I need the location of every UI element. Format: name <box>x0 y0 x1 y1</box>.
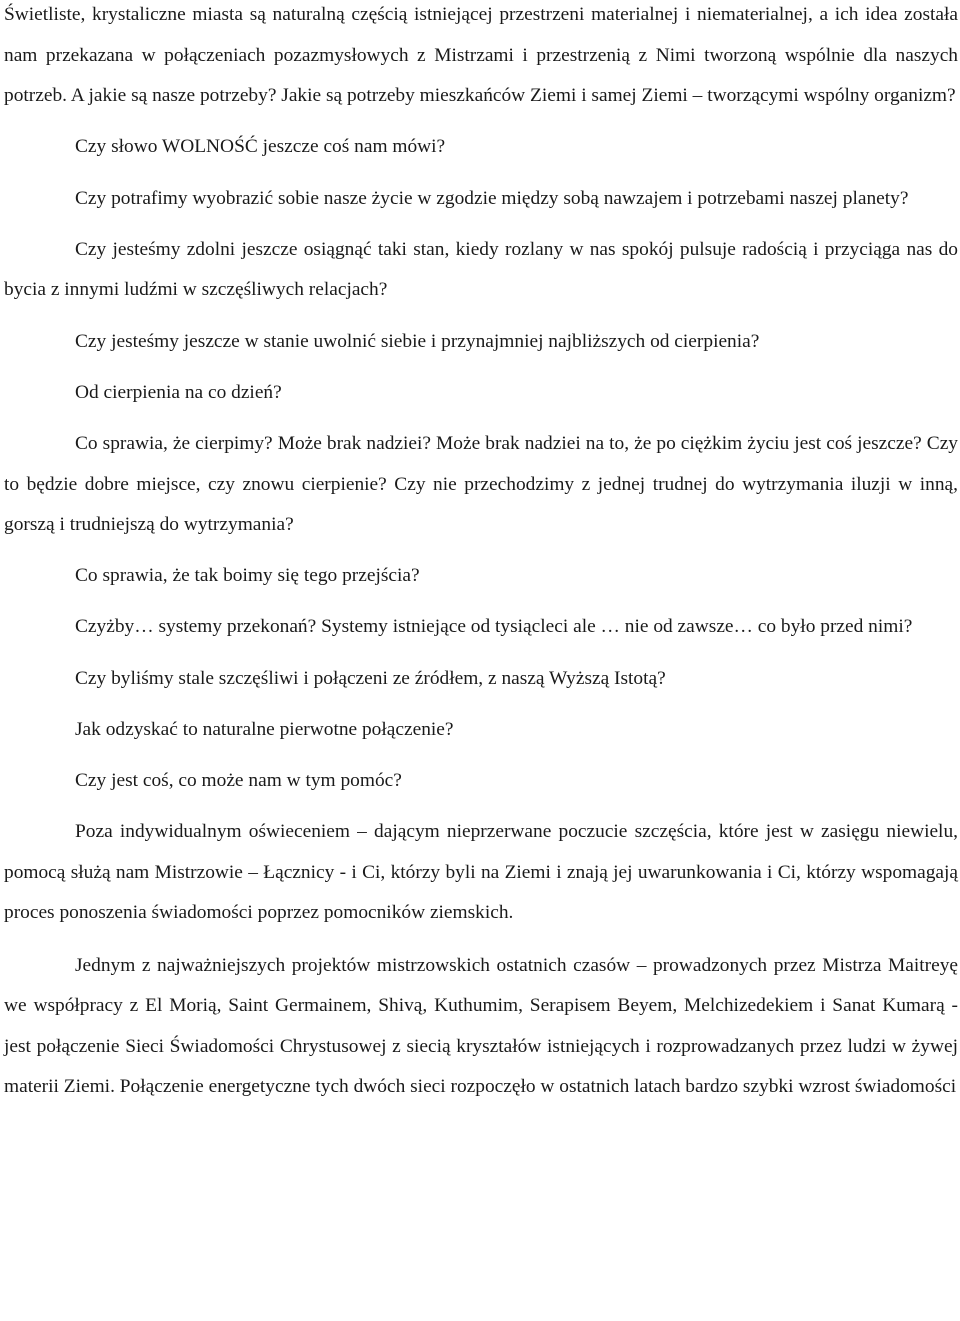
paragraph-help-question: Czy jest coś, co może nam w tym pomóc? <box>75 770 402 792</box>
paragraph-belief-systems: Czyżby… systemy przekonań? Systemy istniejące od tysiącleci ale … nie od zawsze… co było przed nimi? <box>75 616 913 638</box>
paragraph-higher-self: Czy byliśmy stale szczęśliwi i połączeni ze źródłem, z naszą Wyższą Istotą? <box>75 667 666 689</box>
paragraph-release-question: Czy jesteśmy jeszcze w stanie uwolnić siebie i przynajmniej najbliższych od cierpienia? <box>75 330 760 352</box>
paragraph-recover-connection: Jak odzyskać to naturalne pierwotne połączenie? <box>75 718 454 740</box>
paragraph-masters-help: Poza indywidualnym oświeceniem – dającym nieprzerwane poczucie szczęścia, które jest w zasięgu niewielu, pomocą służą nam Mistrzowie – Łącznicy - i Ci, którzy byli na Ziemi i znają jej uwarunkowania i Ci, którzy wspomagają proces ponoszenia świadomości poprzez pomocników ziemskich. <box>4 821 958 924</box>
paragraph-freedom-question: Czy słowo WOLNOŚĆ jeszcze coś nam mówi? <box>75 136 446 158</box>
paragraph-harmony-question: Czy potrafimy wyobrazić sobie nasze życie w zgodzie między sobą nawzajem i potrzebami naszej planety? <box>75 187 909 209</box>
paragraph-crystal-cities: Świetliste, krystaliczne miasta są naturalną częścią istniejącej przestrzeni materialnej i niematerialnej, a ich idea została nam przekazana w połączeniach pozazmysłowych z Mistrzami i przestrzenią z Nimi tworzoną wspólnie dla naszych potrzeb. A jakie są nasze potrzeby? Jakie są potrzeby mieszkańców Ziemi i samej Ziemi – tworzącymi wspólny organizm? <box>4 4 958 107</box>
paragraph-peace-question: Czy jesteśmy zdolni jeszcze osiągnąć taki stan, kiedy rozlany w nas spokój pulsuje radością i przyciąga nas do bycia z innymi ludźmi w szczęśliwych relacjach? <box>4 238 958 301</box>
paragraph-fear-transition: Co sprawia, że tak boimy się tego przejścia? <box>75 565 420 587</box>
paragraph-christ-network: Jednym z najważniejszych projektów mistrzowskich ostatnich czasów – prowadzonych przez Mistrza Maitreyę we współpracy z El Morią, Saint Germainem, Shivą, Kuthumim, Serapisem Beyem, Melchizedekiem i Sanat Kumarą - jest połączenie Sieci Świadomości Chrystusowej z siecią kryształów istniejących i rozprowadzanych przez ludzi w żywej materii Ziemi. Połączenie energetyczne tych dwóch sieci rozpoczęło w ostatnich latach bardzo szybki wzrost świadomości <box>4 954 958 1098</box>
paragraph-why-suffer: Co sprawia, że cierpimy? Może brak nadziei? Może brak nadziei na to, że po ciężkim życiu jest coś jeszcze? Czy to będzie dobre miejsce, czy znowu cierpienie? Czy nie przechodzimy z jednej trudnej do wytrzymania iluzji w inną, gorszą i trudniejszą do wytrzymania? <box>4 432 958 536</box>
paragraph-daily-suffering: Od cierpienia na co dzień? <box>75 381 282 403</box>
document-page <box>4 0 958 1108</box>
